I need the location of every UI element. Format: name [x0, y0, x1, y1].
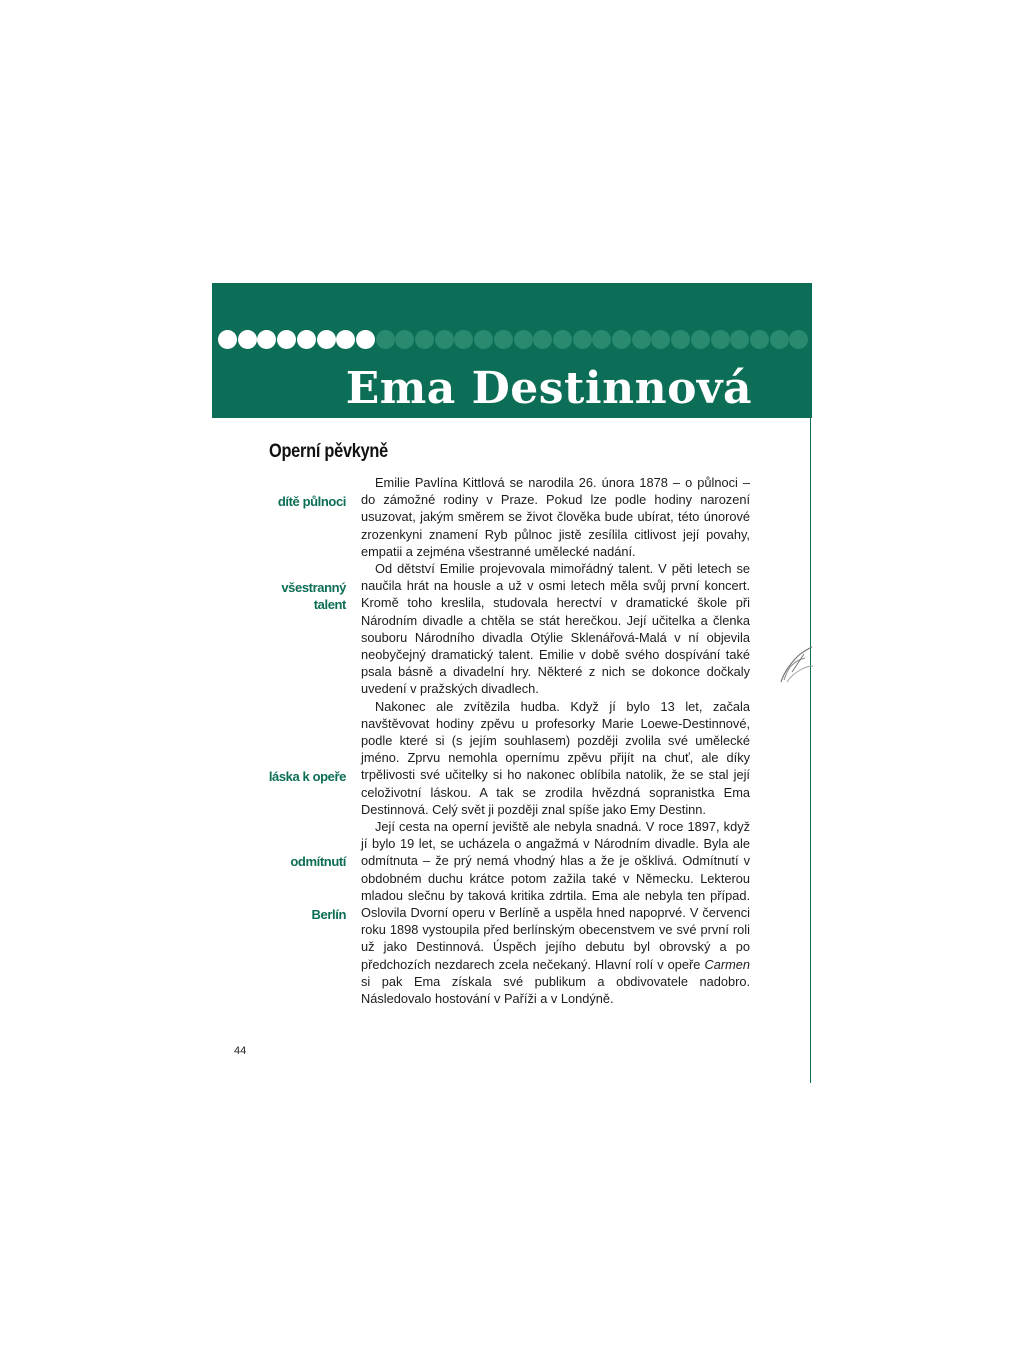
margin-note-love-of-opera: láska k opeře: [268, 769, 346, 784]
decorative-dot-muted: [533, 330, 552, 349]
margin-note-berlin: Berlín: [311, 907, 346, 922]
decorative-dot-muted: [711, 330, 730, 349]
decorative-dot-row: [218, 330, 812, 350]
decorative-dot-muted: [671, 330, 690, 349]
page-number: 44: [234, 1045, 247, 1057]
article-body: [361, 474, 750, 1007]
section-subtitle: Operní pěvkyně: [269, 441, 388, 462]
margin-note-versatile: všestranný: [281, 580, 346, 595]
decorative-dot-muted: [494, 330, 513, 349]
opera-title: Carmen: [704, 956, 750, 972]
decorative-dot-filled: [218, 330, 237, 349]
decorative-dot-muted: [376, 330, 395, 349]
decorative-dot-filled: [277, 330, 296, 349]
decorative-dot-filled: [336, 330, 355, 349]
paragraph-text: Její cesta na operní jeviště ale nebyla snadná. V roce 1897, když jí bylo 19 let, se ucházela o angažmá v Národním divadle. Byla ale odmítnuta – že prý nemá vhodný hlas a že je ošklivá. Odmítnutí v obdobném duchu krátce potom zažila také v Německu. Lekterou mladou slečnu by taková kritika zdrtila. Ema ale nebyla ten případ. Oslovila Dvorní operu v Berlíně a uspěla hned napoprvé. V červenci roku 1898 vystoupila před berlínským obecenstvem ve své první roli už jako Destinnová. Úspěch jejího debutu byl obrovský a po předchozích nezdarech zcela nečekaný. Hlavní rolí v opeře: [361, 819, 750, 972]
margin-note-talent: talent: [313, 597, 346, 612]
decorative-dot-filled: [356, 330, 375, 349]
decorative-dot-filled: [257, 330, 276, 349]
decorative-dot-muted: [573, 330, 592, 349]
decorative-dot-filled: [297, 330, 316, 349]
decorative-dot-muted: [730, 330, 749, 349]
decorative-dot-muted: [592, 330, 611, 349]
margin-note-child-of-midnight: dítě půlnoci: [277, 494, 346, 509]
decorative-dot-filled: [317, 330, 336, 349]
paragraph: Emilie Pavlína Kittlová se narodila 26. února 1878 – o půlnoci – do zámožné rodiny v Praze. Pokud lze podle hodiny narození usuzovat, jakým směrem se život člověka bude ubírat, této únorové zrozenkyni znamení Ryb půlnoc jistě zesílila citlivost její povahy, empatii a zejména všestranné umělecké nadání.: [361, 475, 750, 559]
decorative-dot-muted: [395, 330, 414, 349]
decorative-dot-muted: [651, 330, 670, 349]
decorative-dot-muted: [691, 330, 710, 349]
decorative-dot-muted: [514, 330, 533, 349]
chapter-title: Ema Destinnová: [345, 363, 752, 414]
pencil-sketch-fragment: [778, 642, 814, 686]
paragraph: [361, 818, 750, 1007]
decorative-dot-muted: [474, 330, 493, 349]
decorative-dot-muted: [553, 330, 572, 349]
decorative-dot-muted: [750, 330, 769, 349]
decorative-dot-muted: [789, 330, 808, 349]
paragraph-text: si pak Ema získala své publikum a obdivovatele nadobro. Následovalo hostování v Paříži a v Londýně.: [361, 973, 750, 1007]
decorative-dot-muted: [454, 330, 473, 349]
decorative-dot-muted: [632, 330, 651, 349]
page-edge-rule: [810, 418, 811, 1083]
decorative-dot-muted: [415, 330, 434, 349]
chapter-header-band: [212, 283, 812, 418]
decorative-dot-muted: [612, 330, 631, 349]
decorative-dot-muted: [435, 330, 454, 349]
paragraph: Od dětství Emilie projevovala mimořádný talent. V pěti letech se naučila hrát na housle a už v osmi letech měla svůj první koncert. Kromě toho kreslila, studovala herectví v dramatické škole při Národním divadle a chtěla se stát herečkou. Její učitelka a členka souboru Národního divadla Otýlie Sklenářová-Malá v ní objevila neobyčejný dramatický talent. Emilie v době svého dospívání také psala básně a divadelní hry. Některé z nich se dokonce dočkaly uvedení v pražských divadlech.: [361, 561, 750, 697]
decorative-dot-filled: [238, 330, 257, 349]
margin-note-rejection: odmítnutí: [290, 854, 346, 869]
paragraph: Nakonec ale zvítězila hudba. Když jí bylo 13 let, začala navštěvovat hodiny zpěvu u profesorky Marie Loewe-Destinnové, podle které si (s jejím souhlasem) později zvolila své umělecké jméno. Zprvu nemohla opernímu zpěvu přijít na chuť, ale díky trpělivosti své učitelky si ho nakonec oblíbila natolik, že se stal její celoživotní láskou. A tak se zrodila hvězdná sopranistka Ema Destinnová. Celý svět ji později znal spíše jako Emy Destinn.: [361, 698, 750, 817]
decorative-dot-muted: [770, 330, 789, 349]
